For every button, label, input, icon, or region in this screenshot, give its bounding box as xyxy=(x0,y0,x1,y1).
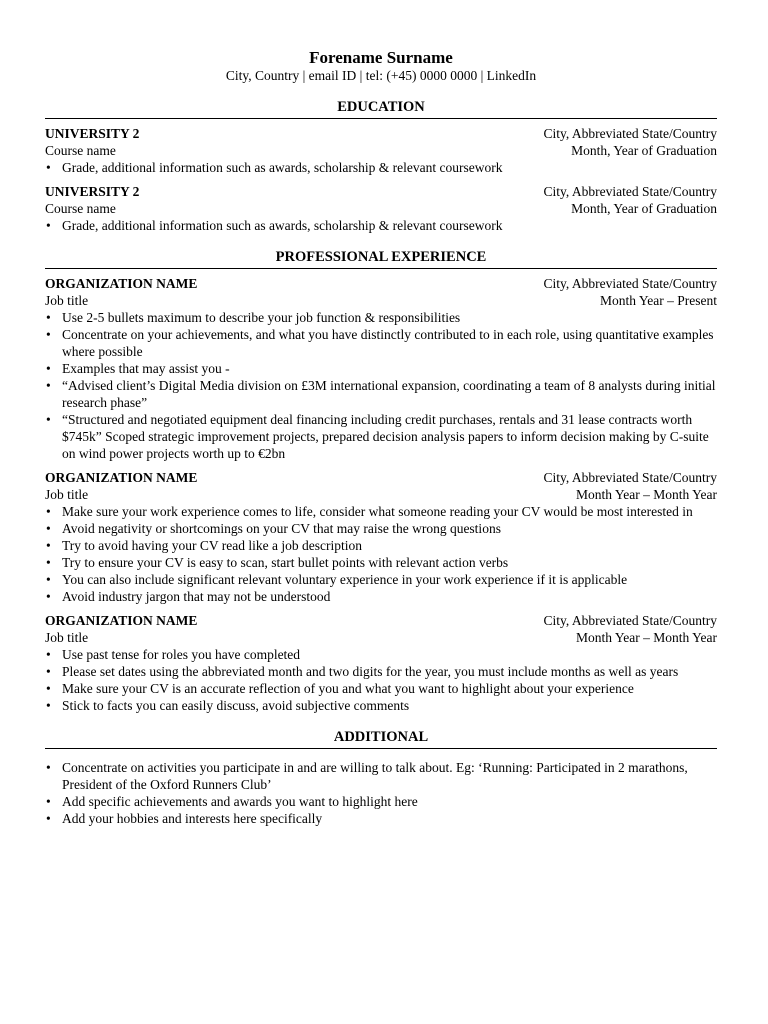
employment-dates: Month Year – Month Year xyxy=(575,487,717,502)
employment-dates: Month Year – Present xyxy=(600,293,717,308)
list-item: • Please set dates using the abbreviated month and two digits for the year, you must include months as well as years xyxy=(45,663,717,680)
experience-section xyxy=(45,248,717,714)
additional-heading: ADDITIONAL xyxy=(333,729,429,745)
experience-bullets xyxy=(45,503,717,605)
additional-bullets xyxy=(45,759,717,827)
list-item: • Add your hobbies and interests here specifically xyxy=(45,810,717,827)
graduation-date: Month, Year of Graduation xyxy=(571,201,717,216)
institution-name: UNIVERSITY 2 xyxy=(45,126,140,141)
list-item: • Concentrate on activities you participate in and are willing to talk about. Eg: ‘Running: Participated in 2 marathons, President of the Oxford Runners Club’ xyxy=(45,759,717,793)
list-item: • Stick to facts you can easily discuss, avoid subjective comments xyxy=(45,697,717,714)
organization-name: ORGANIZATION NAME xyxy=(45,613,198,628)
candidate-name: Forename Surname xyxy=(309,48,453,67)
course-name: Course name xyxy=(45,201,116,216)
list-item: • Avoid industry jargon that may not be understood xyxy=(45,588,717,605)
employment-dates: Month Year – Month Year xyxy=(575,630,717,645)
list-item: • Grade, additional information such as awards, scholarship & relevant coursework xyxy=(45,159,717,176)
institution-location: City, Abbreviated State/Country xyxy=(543,126,717,141)
job-title: Job title xyxy=(45,630,89,645)
experience-entry xyxy=(45,469,717,605)
education-section xyxy=(45,98,717,234)
education-bullets xyxy=(45,217,717,234)
experience-bullets xyxy=(45,646,717,714)
list-item: • Grade, additional information such as awards, scholarship & relevant coursework xyxy=(45,217,717,234)
list-item: • Try to ensure your CV is easy to scan, start bullet points with relevant action verbs xyxy=(45,554,717,571)
list-item: • Make sure your work experience comes to life, consider what someone reading your CV would be most interested in xyxy=(45,503,717,520)
list-item: • “Structured and negotiated equipment deal financing including credit purchases, rentals and 31 lease contracts worth $745k” Scoped strategic improvement projects, prepared decision analysis papers to inform decision making by C-suite on wind power projects worth up to €2bn xyxy=(45,411,717,462)
experience-entry xyxy=(45,612,717,714)
experience-entry xyxy=(45,275,717,462)
job-title: Job title xyxy=(45,293,89,308)
experience-heading: PROFESSIONAL EXPERIENCE xyxy=(275,249,487,265)
institution-name: UNIVERSITY 2 xyxy=(45,184,140,199)
list-item: • You can also include significant relevant voluntary experience in your work experience if it is applicable xyxy=(45,571,717,588)
list-item: • Use 2-5 bullets maximum to describe your job function & responsibilities xyxy=(45,309,717,326)
organization-location: City, Abbreviated State/Country xyxy=(543,470,717,485)
cv-content xyxy=(45,48,717,827)
education-bullets xyxy=(45,159,717,176)
additional-divider xyxy=(45,748,717,749)
list-item: • Use past tense for roles you have completed xyxy=(45,646,717,663)
list-item: • Concentrate on your achievements, and what you have distinctly contributed to in each role, using quantitative examples where possible xyxy=(45,326,717,360)
additional-section xyxy=(45,728,717,827)
organization-location: City, Abbreviated State/Country xyxy=(543,613,717,628)
job-title: Job title xyxy=(45,487,89,502)
list-item: • Try to avoid having your CV read like a job description xyxy=(45,537,717,554)
list-item: • Examples that may assist you - xyxy=(45,360,717,377)
course-name: Course name xyxy=(45,143,116,158)
list-item: • Avoid negativity or shortcomings on your CV that may raise the wrong questions xyxy=(45,520,717,537)
experience-divider xyxy=(45,268,717,269)
list-item: • “Advised client’s Digital Media division on £3M international expansion, coordinating a team of 8 analysts during initial research phase” xyxy=(45,377,717,411)
organization-name: ORGANIZATION NAME xyxy=(45,470,198,485)
experience-bullets xyxy=(45,309,717,462)
list-item: • Make sure your CV is an accurate reflection of you and what you want to highlight about your experience xyxy=(45,680,717,697)
contact-line: City, Country | email ID | tel: (+45) 0000 0000 | LinkedIn xyxy=(225,68,537,83)
education-entry xyxy=(45,125,717,176)
cv-header xyxy=(45,48,717,84)
education-entry xyxy=(45,183,717,234)
organization-name: ORGANIZATION NAME xyxy=(45,276,198,291)
graduation-date: Month, Year of Graduation xyxy=(571,143,717,158)
education-heading: EDUCATION xyxy=(337,99,425,115)
education-divider xyxy=(45,118,717,119)
institution-location: City, Abbreviated State/Country xyxy=(543,184,717,199)
list-item: • Add specific achievements and awards you want to highlight here xyxy=(45,793,717,810)
organization-location: City, Abbreviated State/Country xyxy=(543,276,717,291)
